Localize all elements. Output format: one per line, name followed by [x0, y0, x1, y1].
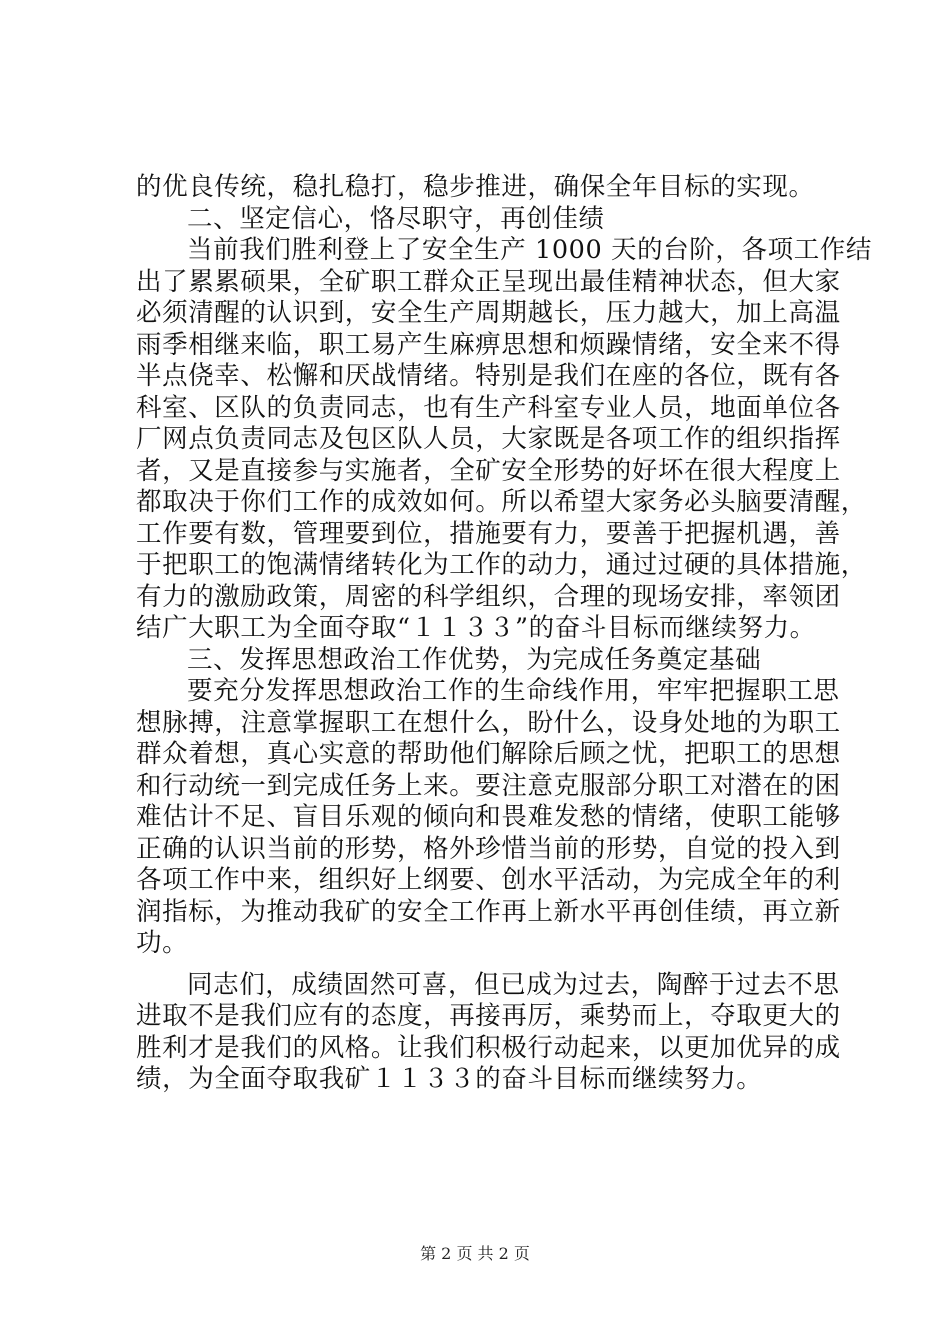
- text-line: 想脉搏，注意掌握职工在想什么，盼什么，设身处地的为职工: [136, 707, 841, 738]
- text-line: 润指标，为推动我矿的安全工作再上新水平再创佳绩，再立新: [136, 896, 841, 927]
- text-line: 难估计不足、盲目乐观的倾向和畏难发愁的情绪，使职工能够: [136, 802, 841, 832]
- text-line: 当前我们胜利登上了安全生产 1000 天的台阶，各项工作结: [187, 235, 873, 265]
- text-line: 正确的认识当前的形势，格外珍惜当前的形势，自觉的投入到: [136, 833, 841, 864]
- text-line: 二、坚定信心，恪尽职守，再创佳绩: [187, 203, 605, 234]
- text-line: 功。: [136, 928, 189, 958]
- text-line: 必须清醒的认识到，安全生产周期越长，压力越大，加上高温: [136, 298, 841, 328]
- text-line: 出了累累硕果，全矿职工群众正呈现出最佳精神状态，但大家: [136, 266, 841, 297]
- text-line: 的优良传统，稳扎稳打，稳步推进，确保全年目标的实现。: [136, 172, 815, 202]
- text-line: 于把职工的饱满情绪转化为工作的动力，通过过硬的具体措施，: [136, 550, 867, 580]
- text-line: 结广大职工为全面夺取“１１３３”的奋斗目标而继续努力。: [136, 613, 816, 643]
- text-line: 厂网点负责同志及包区队人员，大家既是各项工作的组织指挥: [136, 424, 841, 454]
- text-line: 绩，为全面夺取我矿１１３３的奋斗目标而继续努力。: [136, 1064, 763, 1094]
- text-line: 胜利才是我们的风格。让我们积极行动起来，以更加优异的成: [136, 1032, 841, 1063]
- text-line: 都取决于你们工作的成效如何。所以希望大家务必头脑要清醒，: [136, 487, 867, 517]
- text-line: 各项工作中来，组织好上纲要、创水平活动，为完成全年的利: [136, 865, 841, 895]
- document-body: [136, 172, 873, 1096]
- text-line: 要充分发挥思想政治工作的生命线作用，牢牢把握职工思: [187, 676, 840, 706]
- text-line: 进取不是我们应有的态度，再接再厉，乘势而上，夺取更大的: [136, 1001, 841, 1031]
- text-line: 有力的激励政策，周密的科学组织，合理的现场安排，率领团: [136, 581, 841, 612]
- text-line: 工作要有数，管理要到位，措施要有力，要善于把握机遇，善: [136, 518, 841, 549]
- text-line: 雨季相继来临，职工易产生麻痹思想和烦躁情绪，安全来不得: [136, 329, 841, 360]
- text-line: 和行动统一到完成任务上来。要注意克服部分职工对潜在的困: [136, 770, 841, 801]
- text-line: 者，又是直接参与实施者，全矿安全形势的好坏在很大程度上: [136, 455, 841, 486]
- text-line: 群众着想，真心实意的帮助他们解除后顾之忧，把职工的思想: [136, 739, 841, 769]
- page-footer: 第 2 页 共 2 页: [420, 1244, 530, 1263]
- text-line: 半点侥幸、松懈和厌战情绪。特别是我们在座的各位，既有各: [136, 361, 841, 391]
- text-line: 三、发挥思想政治工作优势，为完成任务奠定基础: [187, 644, 762, 675]
- paragraph-gap: [136, 960, 836, 970]
- text-line: 同志们，成绩固然可喜，但已成为过去，陶醉于过去不思: [187, 969, 840, 1000]
- text-line: 科室、区队的负责同志，也有生产科室专业人员，地面单位各: [136, 392, 841, 423]
